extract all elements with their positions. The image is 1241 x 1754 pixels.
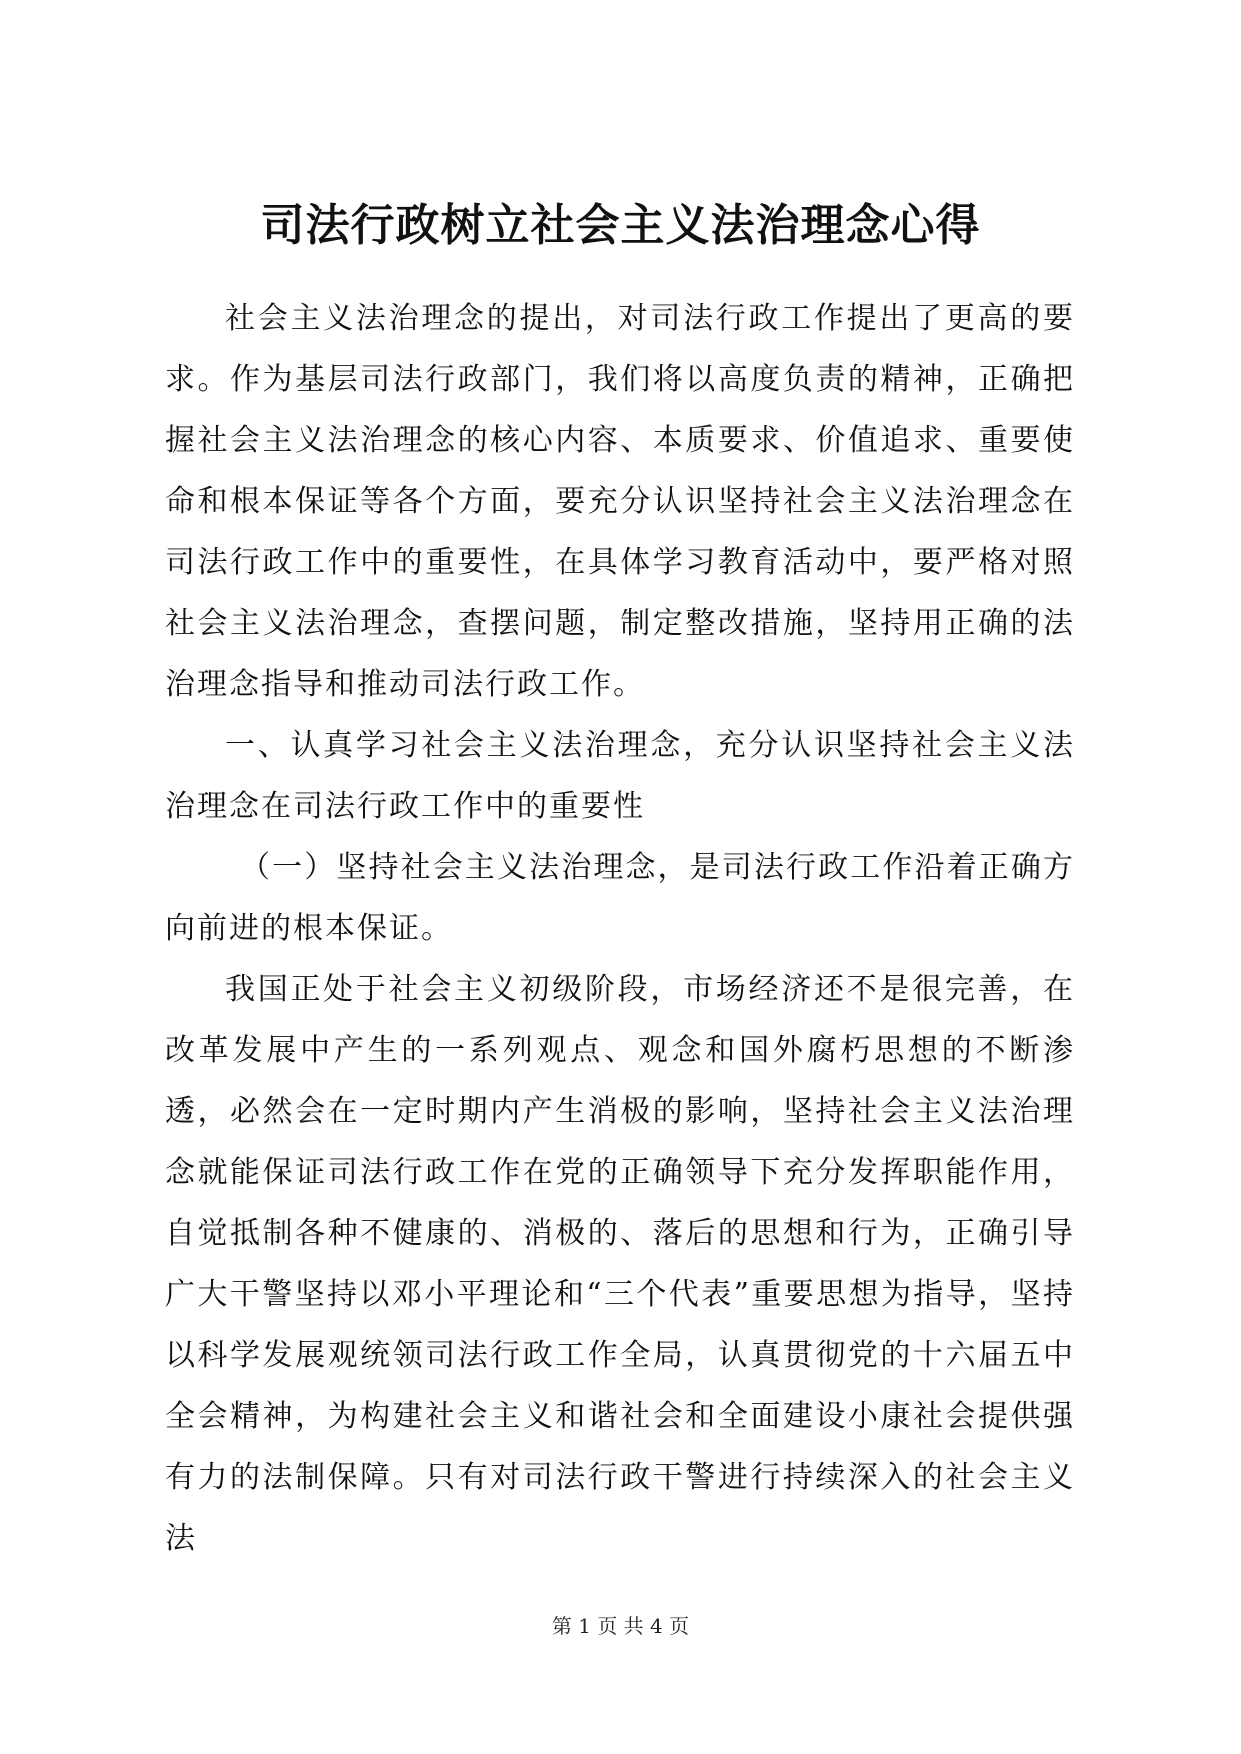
paragraph-body: 我国正处于社会主义初级阶段，市场经济还不是很完善，在改革发展中产生的一系列观点、观念和国外腐朽思想的不断渗透，必然会在一定时期内产生消极的影响，坚持社会主义法治理念就能保证司法行政工作在党的正确领导下充分发挥职能作用，自觉抵制各种不健康的、消极的、落后的思想和行为，正确引导广大干警坚持以邓小平理论和“三个代表”重要思想为指导，坚持以科学发展观统领司法行政工作全局，认真贯彻党的十六届五中全会精神，为构建社会主义和谐社会和全面建设小康社会提供强有力的法制保障。只有对司法行政干警进行持续深入的社会主义法 bbox=[165, 972, 1075, 1556]
section-heading: 一、认真学习社会主义法治理念，充分认识坚持社会主义法治理念在司法行政工作中的重要性 bbox=[165, 728, 1075, 824]
page-number: 第 1 页 共 4 页 bbox=[551, 1614, 690, 1638]
document-body bbox=[165, 288, 1075, 1569]
subsection-heading: （一）坚持社会主义法治理念，是司法行政工作沿着正确方向前进的根本保证。 bbox=[165, 850, 1075, 946]
page-title: 司法行政树立社会主义法治理念心得 bbox=[260, 200, 981, 251]
paragraph-intro: 社会主义法治理念的提出，对司法行政工作提出了更高的要求。作为基层司法行政部门，我们将以高度负责的精神，正确把握社会主义法治理念的核心内容、本质要求、价值追求、重要使命和根本保证等各个方面，要充分认识坚持社会主义法治理念在司法行政工作中的重要性，在具体学习教育活动中，要严格对照社会主义法治理念，查摆问题，制定整改措施，坚持用正确的法治理念指导和推动司法行政工作。 bbox=[165, 301, 1075, 702]
